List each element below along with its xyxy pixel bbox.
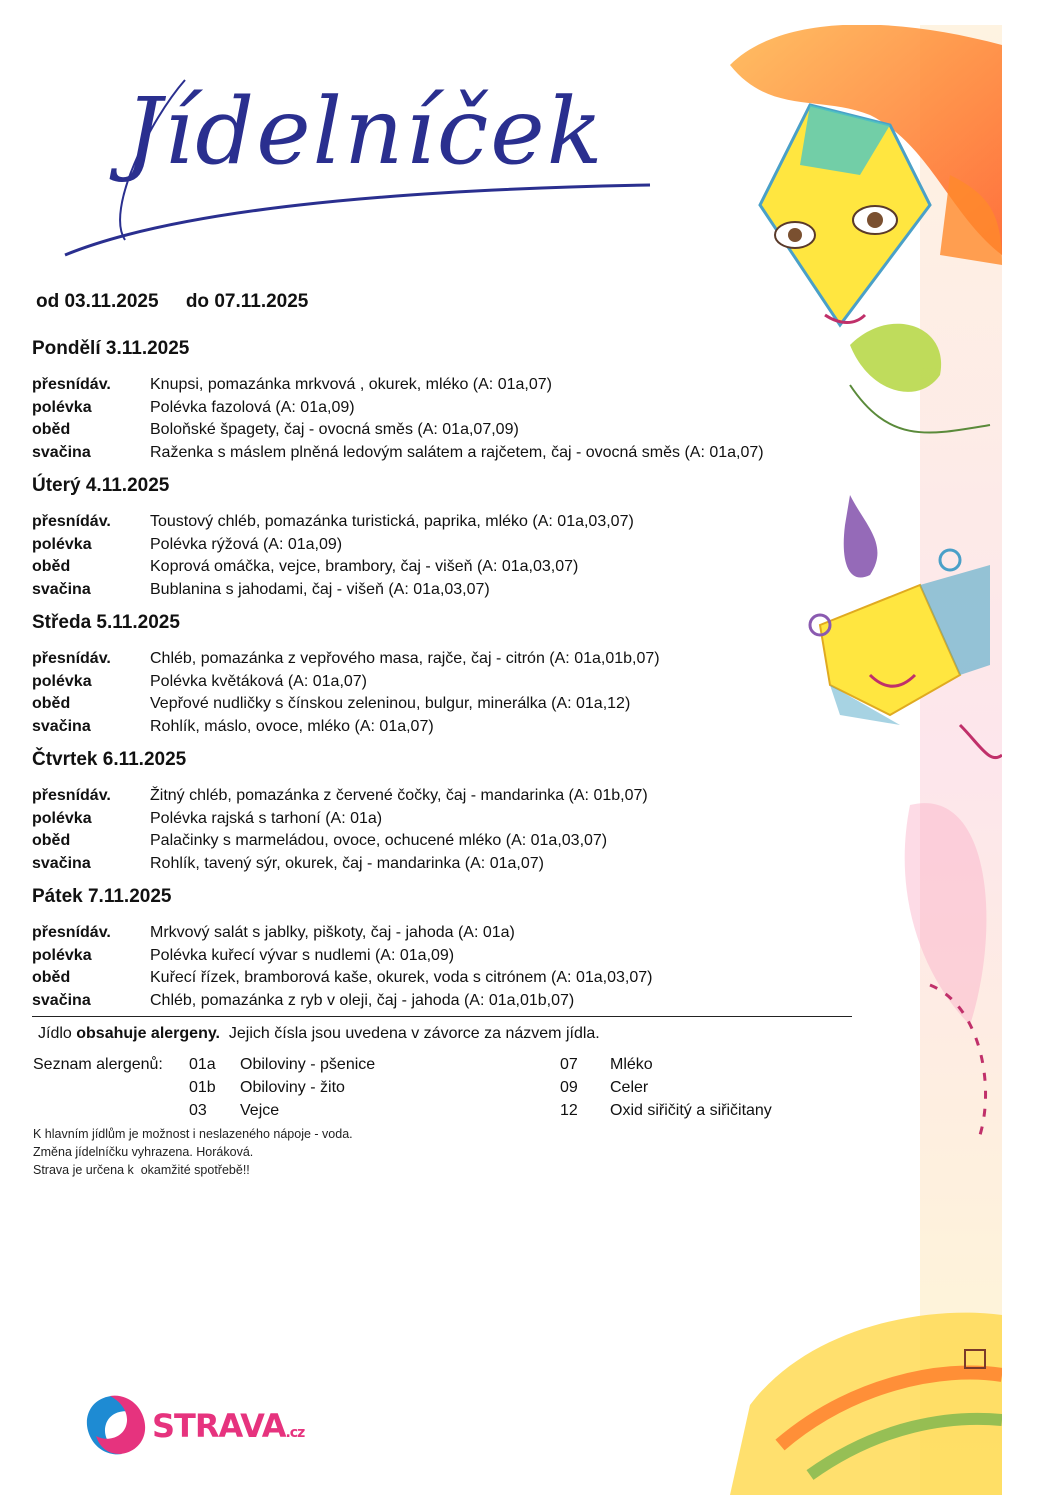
allergen-note-pre: Jídlo: [38, 1025, 77, 1042]
allergen-code: 03: [189, 1102, 207, 1119]
meal-label: polévka: [32, 672, 92, 690]
meal-label: oběd: [32, 421, 71, 439]
allergen-name: Oxid siřičitý a siřičitany: [610, 1102, 772, 1119]
meal-row-breakfast: [32, 648, 852, 671]
footnote: Změna jídelníčku vyhrazena. Horáková.: [33, 1145, 254, 1159]
allergen-item: [189, 1053, 375, 1076]
meal-label: svačina: [32, 717, 91, 735]
meal-text: Polévka rajská s tarhoní (A: 01a): [150, 809, 383, 827]
allergen-item: [560, 1076, 772, 1099]
page-title: Jídelníček: [125, 78, 605, 185]
meal-text: Mrkvový salát s jablky, piškoty, čaj - jahoda (A: 01a): [150, 924, 515, 941]
day-title: Pondělí 3.11.2025: [32, 338, 190, 359]
meal-label: přesnídáv.: [32, 376, 111, 393]
day-block-wednesday: [32, 612, 852, 738]
meal-text: Raženka s máslem plněná ledovým salátem a rajčetem, čaj - ovocná směs (A: 01a,07): [150, 443, 764, 461]
allergen-note: [38, 1025, 600, 1043]
allergen-code: 01b: [189, 1079, 216, 1096]
day-block-friday: [32, 886, 852, 1012]
meal-text: Polévka květáková (A: 01a,07): [150, 672, 368, 690]
meal-row-snack: [32, 716, 852, 739]
day-block-monday: [32, 338, 852, 464]
meal-row-lunch: [32, 419, 852, 442]
meal-text: Bublanina s jahodami, čaj - višeň (A: 01a,03,07): [150, 580, 490, 598]
meal-text: Chléb, pomazánka z ryb v oleji, čaj - jahoda (A: 01a,01b,07): [150, 991, 575, 1009]
meal-row-snack: [32, 579, 852, 602]
meal-label: oběd: [32, 558, 71, 576]
meal-row-snack: [32, 442, 852, 465]
day-block-thursday: [32, 749, 852, 875]
date-from: od 03.11.2025: [36, 291, 159, 312]
allergen-list-label: Seznam alergenů:: [33, 1056, 163, 1073]
meal-label: svačina: [32, 854, 91, 872]
meal-label: oběd: [32, 695, 71, 713]
meal-row-lunch: [32, 693, 852, 716]
meal-text: Toustový chléb, pomazánka turistická, paprika, mléko (A: 01a,03,07): [150, 513, 634, 530]
footnotes: [33, 1125, 353, 1179]
allergen-list-right: [560, 1053, 772, 1122]
day-block-tuesday: [32, 475, 852, 601]
allergen-list-label-col: [33, 1053, 163, 1076]
meal-label: přesnídáv.: [32, 650, 111, 667]
meal-text: Rohlík, tavený sýr, okurek, čaj - mandarinka (A: 01a,07): [150, 854, 544, 872]
meal-row-soup: [32, 397, 852, 420]
meal-text: Kuřecí řízek, bramborová kaše, okurek, voda s citrónem (A: 01a,03,07): [150, 969, 653, 987]
meal-label: polévka: [32, 809, 92, 827]
day-title: Středa 5.11.2025: [32, 612, 180, 633]
meal-label: oběd: [32, 832, 71, 850]
logo-text: [152, 1407, 304, 1445]
meal-text: Polévka fazolová (A: 01a,09): [150, 398, 355, 416]
meal-label: polévka: [32, 946, 92, 964]
meal-text: Polévka rýžová (A: 01a,09): [150, 535, 343, 553]
allergen-list-left: [189, 1053, 375, 1122]
allergen-name: Obiloviny - pšenice: [240, 1056, 376, 1073]
meal-row-breakfast: [32, 785, 852, 808]
meal-text: Koprová omáčka, vejce, brambory, čaj - višeň (A: 01a,03,07): [150, 558, 579, 576]
allergen-item: [560, 1053, 772, 1076]
meal-label: polévka: [32, 398, 92, 416]
meal-label: polévka: [32, 535, 92, 553]
day-title: Čtvrtek 6.11.2025: [32, 749, 187, 770]
meal-text: Vepřové nudličky s čínskou zeleninou, bulgur, minerálka (A: 01a,12): [150, 695, 631, 713]
day-title: Úterý 4.11.2025: [32, 475, 170, 496]
meal-row-soup: [32, 534, 852, 557]
allergen-code: 09: [560, 1079, 578, 1096]
allergen-note-bold: obsahuje alergeny.: [76, 1025, 220, 1042]
meal-row-lunch: [32, 830, 852, 853]
allergen-item: [189, 1076, 375, 1099]
meal-text: Rohlík, máslo, ovoce, mléko (A: 01a,07): [150, 717, 434, 735]
date-to: do 07.11.2025: [185, 291, 309, 312]
divider-line: [32, 1016, 852, 1017]
footnote: Strava je určena k okamžité spotřebě!!: [33, 1163, 250, 1177]
meal-label: svačina: [32, 443, 91, 461]
allergen-name: Celer: [610, 1079, 649, 1096]
meal-row-soup: [32, 671, 852, 694]
meal-row-snack: [32, 853, 852, 876]
allergen-name: Mléko: [610, 1056, 653, 1073]
date-range: [36, 291, 330, 313]
logo-name: STRAVA: [152, 1407, 286, 1445]
footnote: K hlavním jídlům je možnost i neslazeného nápoje - voda.: [33, 1127, 353, 1141]
allergen-name: Vejce: [240, 1102, 280, 1119]
allergen-code: 07: [560, 1056, 578, 1073]
meal-row-lunch: [32, 556, 852, 579]
meal-label: svačina: [32, 580, 91, 598]
meal-text: Polévka kuřecí vývar s nudlemi (A: 01a,09): [150, 946, 455, 964]
meal-row-soup: [32, 808, 852, 831]
meal-text: Žitný chléb, pomazánka z červené čočky, čaj - mandarinka (A: 01b,07): [150, 787, 648, 804]
meal-text: Palačinky s marmeládou, ovoce, ochucené mléko (A: 01a,03,07): [150, 832, 608, 850]
logo-suffix: .cz: [285, 1425, 305, 1441]
meal-row-breakfast: [32, 511, 852, 534]
meal-label: svačina: [32, 991, 91, 1009]
meal-row-soup: [32, 945, 852, 968]
allergen-code: 01a: [189, 1056, 216, 1073]
allergen-note-post: Jejich čísla jsou uvedena v závorce za názvem jídla.: [220, 1025, 600, 1042]
meal-row-breakfast: [32, 922, 852, 945]
allergen-item: [189, 1099, 375, 1122]
allergen-item: [560, 1099, 772, 1122]
meal-text: Boloňské špagety, čaj - ovocná směs (A: 01a,07,09): [150, 421, 519, 439]
allergen-name: Obiloviny - žito: [240, 1079, 345, 1096]
meal-text: Knupsi, pomazánka mrkvová , okurek, mléko (A: 01a,07): [150, 376, 552, 393]
meal-label: přesnídáv.: [32, 513, 111, 530]
allergen-code: 12: [560, 1102, 578, 1119]
meal-row-lunch: [32, 967, 852, 990]
meal-row-breakfast: [32, 374, 852, 397]
day-title: Pátek 7.11.2025: [32, 886, 172, 907]
meal-label: přesnídáv.: [32, 924, 111, 941]
meal-text: Chléb, pomazánka z vepřového masa, rajče, čaj - citrón (A: 01a,01b,07): [150, 650, 660, 667]
meal-label: přesnídáv.: [32, 787, 111, 804]
meal-label: oběd: [32, 969, 71, 987]
meal-row-snack: [32, 990, 852, 1013]
